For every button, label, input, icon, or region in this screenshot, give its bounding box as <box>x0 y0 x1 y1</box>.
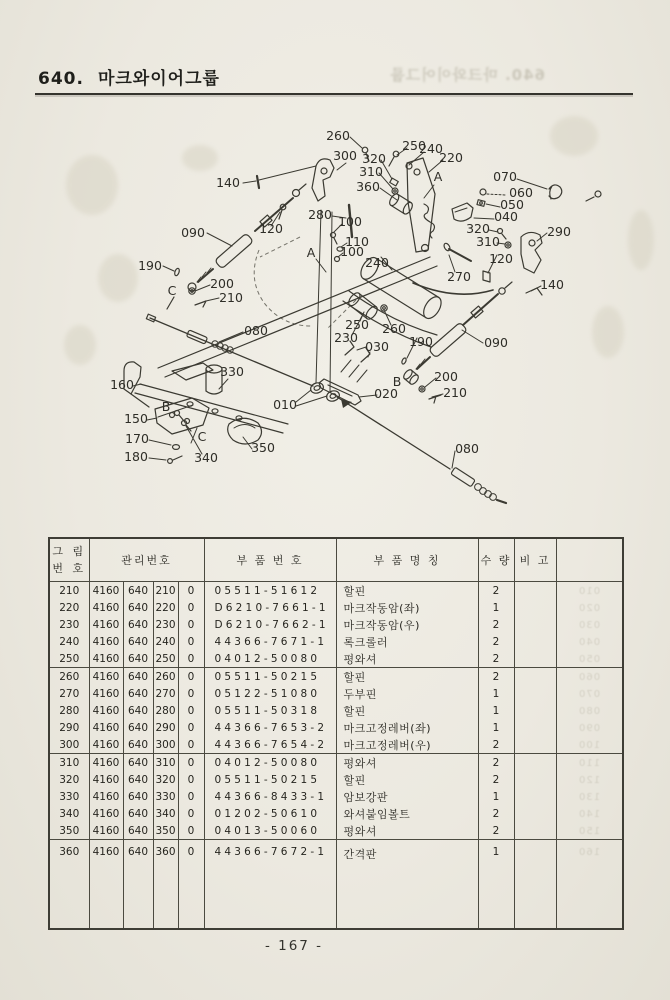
part-callout-260: 260 <box>326 128 350 143</box>
part-callout-b: B <box>161 399 171 414</box>
cell-pn: 44366-7672-1 <box>204 840 336 930</box>
part-callout-080: 080 <box>455 441 479 456</box>
table-row <box>49 788 623 805</box>
cell-rem <box>514 788 556 805</box>
cell-m1: 640 <box>123 719 153 736</box>
part-callout-240: 240 <box>419 141 443 156</box>
cell-m0: 4160 <box>89 805 123 822</box>
cell-rem <box>514 736 556 754</box>
bleedthrough-text: 020 <box>578 602 601 614</box>
cell-m1: 640 <box>123 840 153 930</box>
part-callout-040: 040 <box>494 209 518 224</box>
cell-m1: 640 <box>123 616 153 633</box>
table-row <box>49 771 623 788</box>
cell-m2: 250 <box>153 650 178 668</box>
cell-m2: 320 <box>153 771 178 788</box>
cell-m3: 0 <box>178 788 204 805</box>
cell-qty: 2 <box>478 754 514 772</box>
cell-fig: 250 <box>49 650 89 668</box>
cell-fig: 330 <box>49 788 89 805</box>
table-group-2 <box>49 668 623 754</box>
cell-m3: 0 <box>178 616 204 633</box>
cell-pn: 01202-50610 <box>204 805 336 822</box>
cell-m1: 640 <box>123 668 153 686</box>
cell-gh <box>556 822 623 840</box>
cell-m2: 290 <box>153 719 178 736</box>
header-mgmt-no: 관리번호 <box>89 538 204 582</box>
cell-m2: 350 <box>153 822 178 840</box>
cell-m3: 0 <box>178 754 204 772</box>
cell-gh <box>556 805 623 822</box>
part-callout-020: 020 <box>374 386 398 401</box>
cell-nm: 마크작동암(좌) <box>336 599 478 616</box>
cell-m3: 0 <box>178 822 204 840</box>
cell-m1: 640 <box>123 633 153 650</box>
cell-m2: 270 <box>153 685 178 702</box>
cell-m0: 4160 <box>89 582 123 600</box>
part-callout-090: 090 <box>484 335 508 350</box>
cell-pn: 05122-51080 <box>204 685 336 702</box>
cell-qty: 2 <box>478 736 514 754</box>
parts-table <box>48 537 624 930</box>
cell-m1: 640 <box>123 650 153 668</box>
cell-nm: 암보강판 <box>336 788 478 805</box>
bleedthrough-text: 090 <box>578 722 601 734</box>
part-callout-310: 310 <box>476 234 500 249</box>
table-group-1 <box>49 582 623 668</box>
bleedthrough-text: 100 <box>578 739 601 751</box>
cell-m2: 360 <box>153 840 178 930</box>
table-row <box>49 582 623 600</box>
part-callout-160: 160 <box>110 377 134 392</box>
cell-rem <box>514 650 556 668</box>
cell-gh <box>556 582 623 600</box>
bleedthrough-text: 040 <box>578 636 601 648</box>
cell-m1: 640 <box>123 685 153 702</box>
cell-qty: 2 <box>478 805 514 822</box>
table-row <box>49 633 623 650</box>
cell-m1: 640 <box>123 822 153 840</box>
part-callout-290: 290 <box>547 224 571 239</box>
header-part-no: 부 품 번 호 <box>204 538 336 582</box>
cell-m3: 0 <box>178 633 204 650</box>
cell-m3: 0 <box>178 582 204 600</box>
part-callout-050: 050 <box>500 197 524 212</box>
cell-m1: 640 <box>123 736 153 754</box>
cell-nm: 할핀 <box>336 582 478 600</box>
cell-m0: 4160 <box>89 754 123 772</box>
cell-qty: 2 <box>478 582 514 600</box>
cell-m3: 0 <box>178 702 204 719</box>
cell-gh <box>556 668 623 686</box>
bleedthrough-text: 050 <box>578 653 601 665</box>
cell-m2: 280 <box>153 702 178 719</box>
part-callout-090: 090 <box>181 225 205 240</box>
cell-qty: 1 <box>478 840 514 930</box>
cell-nm: 와셔붙임볼트 <box>336 805 478 822</box>
cell-gh <box>556 633 623 650</box>
cell-m2: 300 <box>153 736 178 754</box>
part-callout-070: 070 <box>493 169 517 184</box>
bleedthrough-text: 150 <box>578 825 601 837</box>
part-callout-140: 140 <box>540 277 564 292</box>
table-group-4 <box>49 840 623 930</box>
header-qty: 수 량 <box>478 538 514 582</box>
header-part-name: 부 품 명 칭 <box>336 538 478 582</box>
part-callout-080: 080 <box>244 323 268 338</box>
cell-nm: 평와셔 <box>336 754 478 772</box>
cell-rem <box>514 599 556 616</box>
cell-m2: 220 <box>153 599 178 616</box>
cell-qty: 2 <box>478 822 514 840</box>
section-title: 마크와이어그룹 <box>97 69 220 89</box>
part-callout-190: 190 <box>409 334 433 349</box>
cell-m2: 330 <box>153 788 178 805</box>
exploded-parts-diagram <box>0 100 670 530</box>
cell-gh <box>556 702 623 719</box>
part-callout-030: 030 <box>365 339 389 354</box>
cell-m3: 0 <box>178 599 204 616</box>
table-header <box>49 538 623 582</box>
cell-m2: 340 <box>153 805 178 822</box>
header-blank <box>556 538 623 582</box>
cell-m2: 210 <box>153 582 178 600</box>
cell-m0: 4160 <box>89 599 123 616</box>
cell-rem <box>514 668 556 686</box>
cell-rem <box>514 582 556 600</box>
cell-qty: 2 <box>478 633 514 650</box>
cell-fig: 340 <box>49 805 89 822</box>
cell-m3: 0 <box>178 840 204 930</box>
cell-rem <box>514 805 556 822</box>
table-row <box>49 719 623 736</box>
cell-pn: 05511-51612 <box>204 582 336 600</box>
part-callout-260: 260 <box>382 321 406 336</box>
table-row <box>49 840 623 930</box>
cell-fig: 360 <box>49 840 89 930</box>
cell-m3: 0 <box>178 650 204 668</box>
part-callout-340: 340 <box>194 450 218 465</box>
part-callout-200: 200 <box>434 369 458 384</box>
part-callout-c: C <box>167 283 177 298</box>
cell-gh <box>556 754 623 772</box>
part-callout-c: C <box>197 429 207 444</box>
cell-pn: 44366-7654-2 <box>204 736 336 754</box>
cell-gh <box>556 599 623 616</box>
part-callout-350: 350 <box>251 440 275 455</box>
cell-fig: 220 <box>49 599 89 616</box>
cell-m1: 640 <box>123 788 153 805</box>
header-fig-no-line1: 그 림 <box>52 544 87 558</box>
cell-rem <box>514 616 556 633</box>
part-callout-200: 200 <box>210 276 234 291</box>
cell-nm: 간격판 <box>336 840 478 930</box>
cell-m0: 4160 <box>89 736 123 754</box>
cell-pn: D6210-7661-1 <box>204 599 336 616</box>
cell-m0: 4160 <box>89 840 123 930</box>
cell-m1: 640 <box>123 599 153 616</box>
bleedthrough-text: 010 <box>578 585 601 597</box>
table-row <box>49 599 623 616</box>
part-callout-b: B <box>392 374 402 389</box>
cell-pn: 04012-50080 <box>204 754 336 772</box>
cell-rem <box>514 719 556 736</box>
cell-rem <box>514 840 556 930</box>
cell-gh <box>556 616 623 633</box>
header-fig-no-line2: 번 호 <box>52 562 87 575</box>
cell-rem <box>514 702 556 719</box>
bleedthrough-text: 030 <box>578 619 601 631</box>
cell-rem <box>514 754 556 772</box>
cell-gh <box>556 685 623 702</box>
cell-gh <box>556 736 623 754</box>
cell-pn: D6210-7662-1 <box>204 616 336 633</box>
cell-m0: 4160 <box>89 668 123 686</box>
cell-m2: 260 <box>153 668 178 686</box>
bleedthrough-text: 130 <box>578 791 601 803</box>
part-callout-060: 060 <box>509 185 533 200</box>
cell-m2: 230 <box>153 616 178 633</box>
leader-lines <box>133 137 547 468</box>
cell-fig: 210 <box>49 582 89 600</box>
table-row <box>49 702 623 719</box>
table-row <box>49 668 623 686</box>
cell-nm: 마크고정레버(좌) <box>336 719 478 736</box>
cell-m0: 4160 <box>89 702 123 719</box>
cell-fig: 240 <box>49 633 89 650</box>
part-callout-a: A <box>306 245 316 260</box>
table-row <box>49 685 623 702</box>
bleedthrough-text: 070 <box>578 688 601 700</box>
cell-m3: 0 <box>178 719 204 736</box>
cell-m3: 0 <box>178 805 204 822</box>
table-row <box>49 822 623 840</box>
bleedthrough-text: 080 <box>578 705 601 717</box>
part-callout-310: 310 <box>359 164 383 179</box>
bleedthrough-text: 160 <box>578 847 601 858</box>
part-callout-180: 180 <box>124 449 148 464</box>
cell-fig: 310 <box>49 754 89 772</box>
cell-m0: 4160 <box>89 719 123 736</box>
part-callout-140: 140 <box>216 175 240 190</box>
part-callout-210: 210 <box>219 290 243 305</box>
cell-m3: 0 <box>178 685 204 702</box>
cell-pn: 04013-50060 <box>204 822 336 840</box>
part-callout-110: 110 <box>345 234 369 249</box>
cell-qty: 2 <box>478 771 514 788</box>
cell-nm: 평와셔 <box>336 650 478 668</box>
wire-cables <box>146 314 506 503</box>
part-callout-230: 230 <box>334 330 358 345</box>
bleedthrough-text: 120 <box>578 774 601 786</box>
cell-qty: 1 <box>478 599 514 616</box>
part-callout-320: 320 <box>362 151 386 166</box>
cell-gh <box>556 771 623 788</box>
cell-fig: 320 <box>49 771 89 788</box>
cell-pn: 44366-7653-2 <box>204 719 336 736</box>
cell-rem <box>514 633 556 650</box>
cell-qty: 1 <box>478 788 514 805</box>
cell-pn: 44366-7671-1 <box>204 633 336 650</box>
cell-pn: 05511-50215 <box>204 771 336 788</box>
cell-fig: 290 <box>49 719 89 736</box>
table-row <box>49 650 623 668</box>
section-number: 640. <box>38 69 84 89</box>
table-row <box>49 754 623 772</box>
part-callout-190: 190 <box>138 258 162 273</box>
cell-fig: 270 <box>49 685 89 702</box>
cell-nm: 할핀 <box>336 668 478 686</box>
cell-fig: 230 <box>49 616 89 633</box>
cell-m0: 4160 <box>89 788 123 805</box>
part-callout-220: 220 <box>439 150 463 165</box>
part-callout-250: 250 <box>402 138 426 153</box>
cell-m3: 0 <box>178 668 204 686</box>
part-callout-280: 280 <box>308 207 332 222</box>
cell-gh <box>556 650 623 668</box>
cell-fig: 350 <box>49 822 89 840</box>
part-callout-120: 120 <box>259 221 283 236</box>
part-callout-150: 150 <box>124 411 148 426</box>
table-row <box>49 805 623 822</box>
part-callout-300: 300 <box>333 148 357 163</box>
cell-m1: 640 <box>123 805 153 822</box>
cell-fig: 300 <box>49 736 89 754</box>
table-group-3 <box>49 754 623 840</box>
cell-m2: 240 <box>153 633 178 650</box>
header-remarks: 비 고 <box>514 538 556 582</box>
part-callout-100: 100 <box>340 244 364 259</box>
cell-nm: 두부핀 <box>336 685 478 702</box>
cell-qty: 2 <box>478 650 514 668</box>
part-callout-270: 270 <box>447 269 471 284</box>
header-fig-no <box>49 538 89 582</box>
cell-nm: 평와셔 <box>336 822 478 840</box>
cell-m3: 0 <box>178 736 204 754</box>
cell-fig: 260 <box>49 668 89 686</box>
cell-m0: 4160 <box>89 650 123 668</box>
part-callout-010: 010 <box>273 397 297 412</box>
part-callout-360: 360 <box>356 179 380 194</box>
cell-m2: 310 <box>153 754 178 772</box>
cell-m1: 640 <box>123 702 153 719</box>
bleedthrough-title: 640. 마크와이어그룹 <box>389 66 545 84</box>
bleedthrough-text: 110 <box>578 757 601 769</box>
part-callout-100: 100 <box>338 214 362 229</box>
cell-m1: 640 <box>123 582 153 600</box>
part-callout-210: 210 <box>443 385 467 400</box>
cell-m1: 640 <box>123 754 153 772</box>
cell-m3: 0 <box>178 771 204 788</box>
cell-rem <box>514 822 556 840</box>
cell-rem <box>514 685 556 702</box>
cell-gh <box>556 719 623 736</box>
cell-nm: 할핀 <box>336 702 478 719</box>
cell-qty: 1 <box>478 702 514 719</box>
cell-nm: 록크롤러 <box>336 633 478 650</box>
cell-m0: 4160 <box>89 685 123 702</box>
page-number: - 167 - <box>264 938 324 954</box>
part-callout-170: 170 <box>125 431 149 446</box>
bleedthrough-text: 140 <box>578 808 601 820</box>
cell-rem <box>514 771 556 788</box>
page-title <box>38 64 220 89</box>
part-callout-240: 240 <box>365 255 389 270</box>
cell-qty: 1 <box>478 685 514 702</box>
cell-m0: 4160 <box>89 633 123 650</box>
cell-m0: 4160 <box>89 771 123 788</box>
cell-m0: 4160 <box>89 822 123 840</box>
cell-qty: 2 <box>478 668 514 686</box>
cell-qty: 2 <box>478 616 514 633</box>
cell-nm: 할핀 <box>336 771 478 788</box>
table-row <box>49 616 623 633</box>
cell-pn: 05511-50318 <box>204 702 336 719</box>
cell-nm: 마크작동암(우) <box>336 616 478 633</box>
part-callout-a: A <box>433 169 443 184</box>
bleedthrough-text: 060 <box>578 671 601 683</box>
cell-nm: 마크고정레버(우) <box>336 736 478 754</box>
cell-m0: 4160 <box>89 616 123 633</box>
title-underline <box>35 93 633 95</box>
cell-gh <box>556 788 623 805</box>
part-callout-120: 120 <box>489 251 513 266</box>
part-callout-320: 320 <box>466 221 490 236</box>
part-callout-250: 250 <box>345 317 369 332</box>
table-row <box>49 736 623 754</box>
cell-m1: 640 <box>123 771 153 788</box>
cell-pn: 04012-50080 <box>204 650 336 668</box>
cell-gh <box>556 840 623 930</box>
cell-pn: 05511-50215 <box>204 668 336 686</box>
cell-pn: 44366-8433-1 <box>204 788 336 805</box>
part-callout-330: 330 <box>220 364 244 379</box>
cell-qty: 1 <box>478 719 514 736</box>
cell-fig: 280 <box>49 702 89 719</box>
